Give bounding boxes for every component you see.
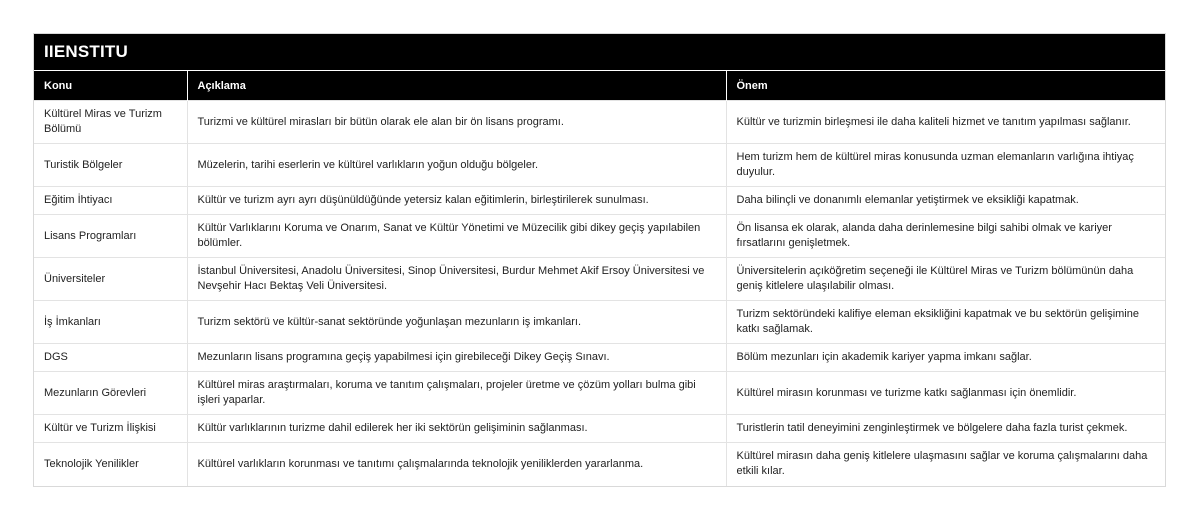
cell-onem: Kültür ve turizmin birleşmesi ile daha kaliteli hizmet ve tanıtım yapılması sağlanır. xyxy=(726,101,1165,144)
table-row xyxy=(34,187,1165,215)
cell-konu: Teknolojik Yenilikler xyxy=(34,443,187,486)
cell-onem: Kültürel mirasın daha geniş kitlelere ulaşmasını sağlar ve koruma çalışmalarını daha etkili kılar. xyxy=(726,443,1165,486)
column-header-onem: Önem xyxy=(726,71,1165,101)
brand-logo-text: IIENSTITU xyxy=(44,42,128,61)
cell-onem: Bölüm mezunları için akademik kariyer yapma imkanı sağlar. xyxy=(726,344,1165,372)
cell-onem: Turizm sektöründeki kalifiye eleman eksikliğini kapatmak ve bu sektörün gelişimine katkı sağlamak. xyxy=(726,301,1165,344)
cell-aciklama: Kültürel varlıkların korunması ve tanıtımı çalışmalarında teknolojik yeniliklerden yararlanma. xyxy=(187,443,726,486)
cell-onem: Daha bilinçli ve donanımlı elemanlar yetiştirmek ve eksikliği kapatmak. xyxy=(726,187,1165,215)
table-header xyxy=(34,71,1165,101)
cell-konu: Lisans Programları xyxy=(34,215,187,258)
cell-onem: Ön lisansa ek olarak, alanda daha derinlemesine bilgi sahibi olmak ve kariyer fırsatlarını genişletmek. xyxy=(726,215,1165,258)
column-header-aciklama: Açıklama xyxy=(187,71,726,101)
cell-aciklama: Turizmi ve kültürel mirasları bir bütün olarak ele alan bir ön lisans programı. xyxy=(187,101,726,144)
cell-aciklama: Kültür Varlıklarını Koruma ve Onarım, Sanat ve Kültür Yönetimi ve Müzecilik gibi dikey geçiş yapılabilen bölümler. xyxy=(187,215,726,258)
cell-konu: Turistik Bölgeler xyxy=(34,144,187,187)
table-body xyxy=(34,101,1165,486)
table-row xyxy=(34,415,1165,443)
cell-konu: Mezunların Görevleri xyxy=(34,372,187,415)
cell-onem: Hem turizm hem de kültürel miras konusunda uzman elemanların varlığına ihtiyaç duyulur. xyxy=(726,144,1165,187)
table-row xyxy=(34,215,1165,258)
cell-konu: DGS xyxy=(34,344,187,372)
cell-onem: Kültürel mirasın korunması ve turizme katkı sağlanması için önemlidir. xyxy=(726,372,1165,415)
cell-aciklama: Mezunların lisans programına geçiş yapabilmesi için girebileceği Dikey Geçiş Sınavı. xyxy=(187,344,726,372)
cell-onem: Üniversitelerin açıköğretim seçeneği ile Kültürel Miras ve Turizm bölümünün daha geniş kitlelere ulaşılabilir olması. xyxy=(726,258,1165,301)
table-row xyxy=(34,301,1165,344)
table-row xyxy=(34,372,1165,415)
cell-aciklama: Turizm sektörü ve kültür-sanat sektöründe yoğunlaşan mezunların iş imkanları. xyxy=(187,301,726,344)
cell-aciklama: Kültür ve turizm ayrı ayrı düşünüldüğünde yetersiz kalan eğitimlerin, birleştirilerek sunulması. xyxy=(187,187,726,215)
table-row xyxy=(34,258,1165,301)
cell-aciklama: Kültürel miras araştırmaları, koruma ve tanıtım çalışmaları, projeler üretme ve çözüm yolları bulma gibi işleri yaparlar. xyxy=(187,372,726,415)
cell-aciklama: Müzelerin, tarihi eserlerin ve kültürel varlıkların yoğun olduğu bölgeler. xyxy=(187,144,726,187)
cell-konu: Kültür ve Turizm İlişkisi xyxy=(34,415,187,443)
table-row xyxy=(34,443,1165,486)
cell-aciklama: İstanbul Üniversitesi, Anadolu Üniversitesi, Sinop Üniversitesi, Burdur Mehmet Akif Ersoy Üniversitesi ve Nevşehir Hacı Bektaş Veli Üniversitesi. xyxy=(187,258,726,301)
table-row xyxy=(34,101,1165,144)
cell-konu: Kültürel Miras ve Turizm Bölümü xyxy=(34,101,187,144)
cell-konu: Üniversiteler xyxy=(34,258,187,301)
table-row xyxy=(34,144,1165,187)
cell-konu: Eğitim İhtiyacı xyxy=(34,187,187,215)
cell-aciklama: Kültür varlıklarının turizme dahil edilerek her iki sektörün gelişiminin sağlanması. xyxy=(187,415,726,443)
info-table xyxy=(34,70,1165,486)
cell-onem: Turistlerin tatil deneyimini zenginleştirmek ve bölgelere daha fazla turist çekmek. xyxy=(726,415,1165,443)
table-header-row xyxy=(34,71,1165,101)
content-table-card xyxy=(33,33,1166,487)
brand-header xyxy=(34,34,1165,70)
cell-konu: İş İmkanları xyxy=(34,301,187,344)
table-row xyxy=(34,344,1165,372)
column-header-konu: Konu xyxy=(34,71,187,101)
